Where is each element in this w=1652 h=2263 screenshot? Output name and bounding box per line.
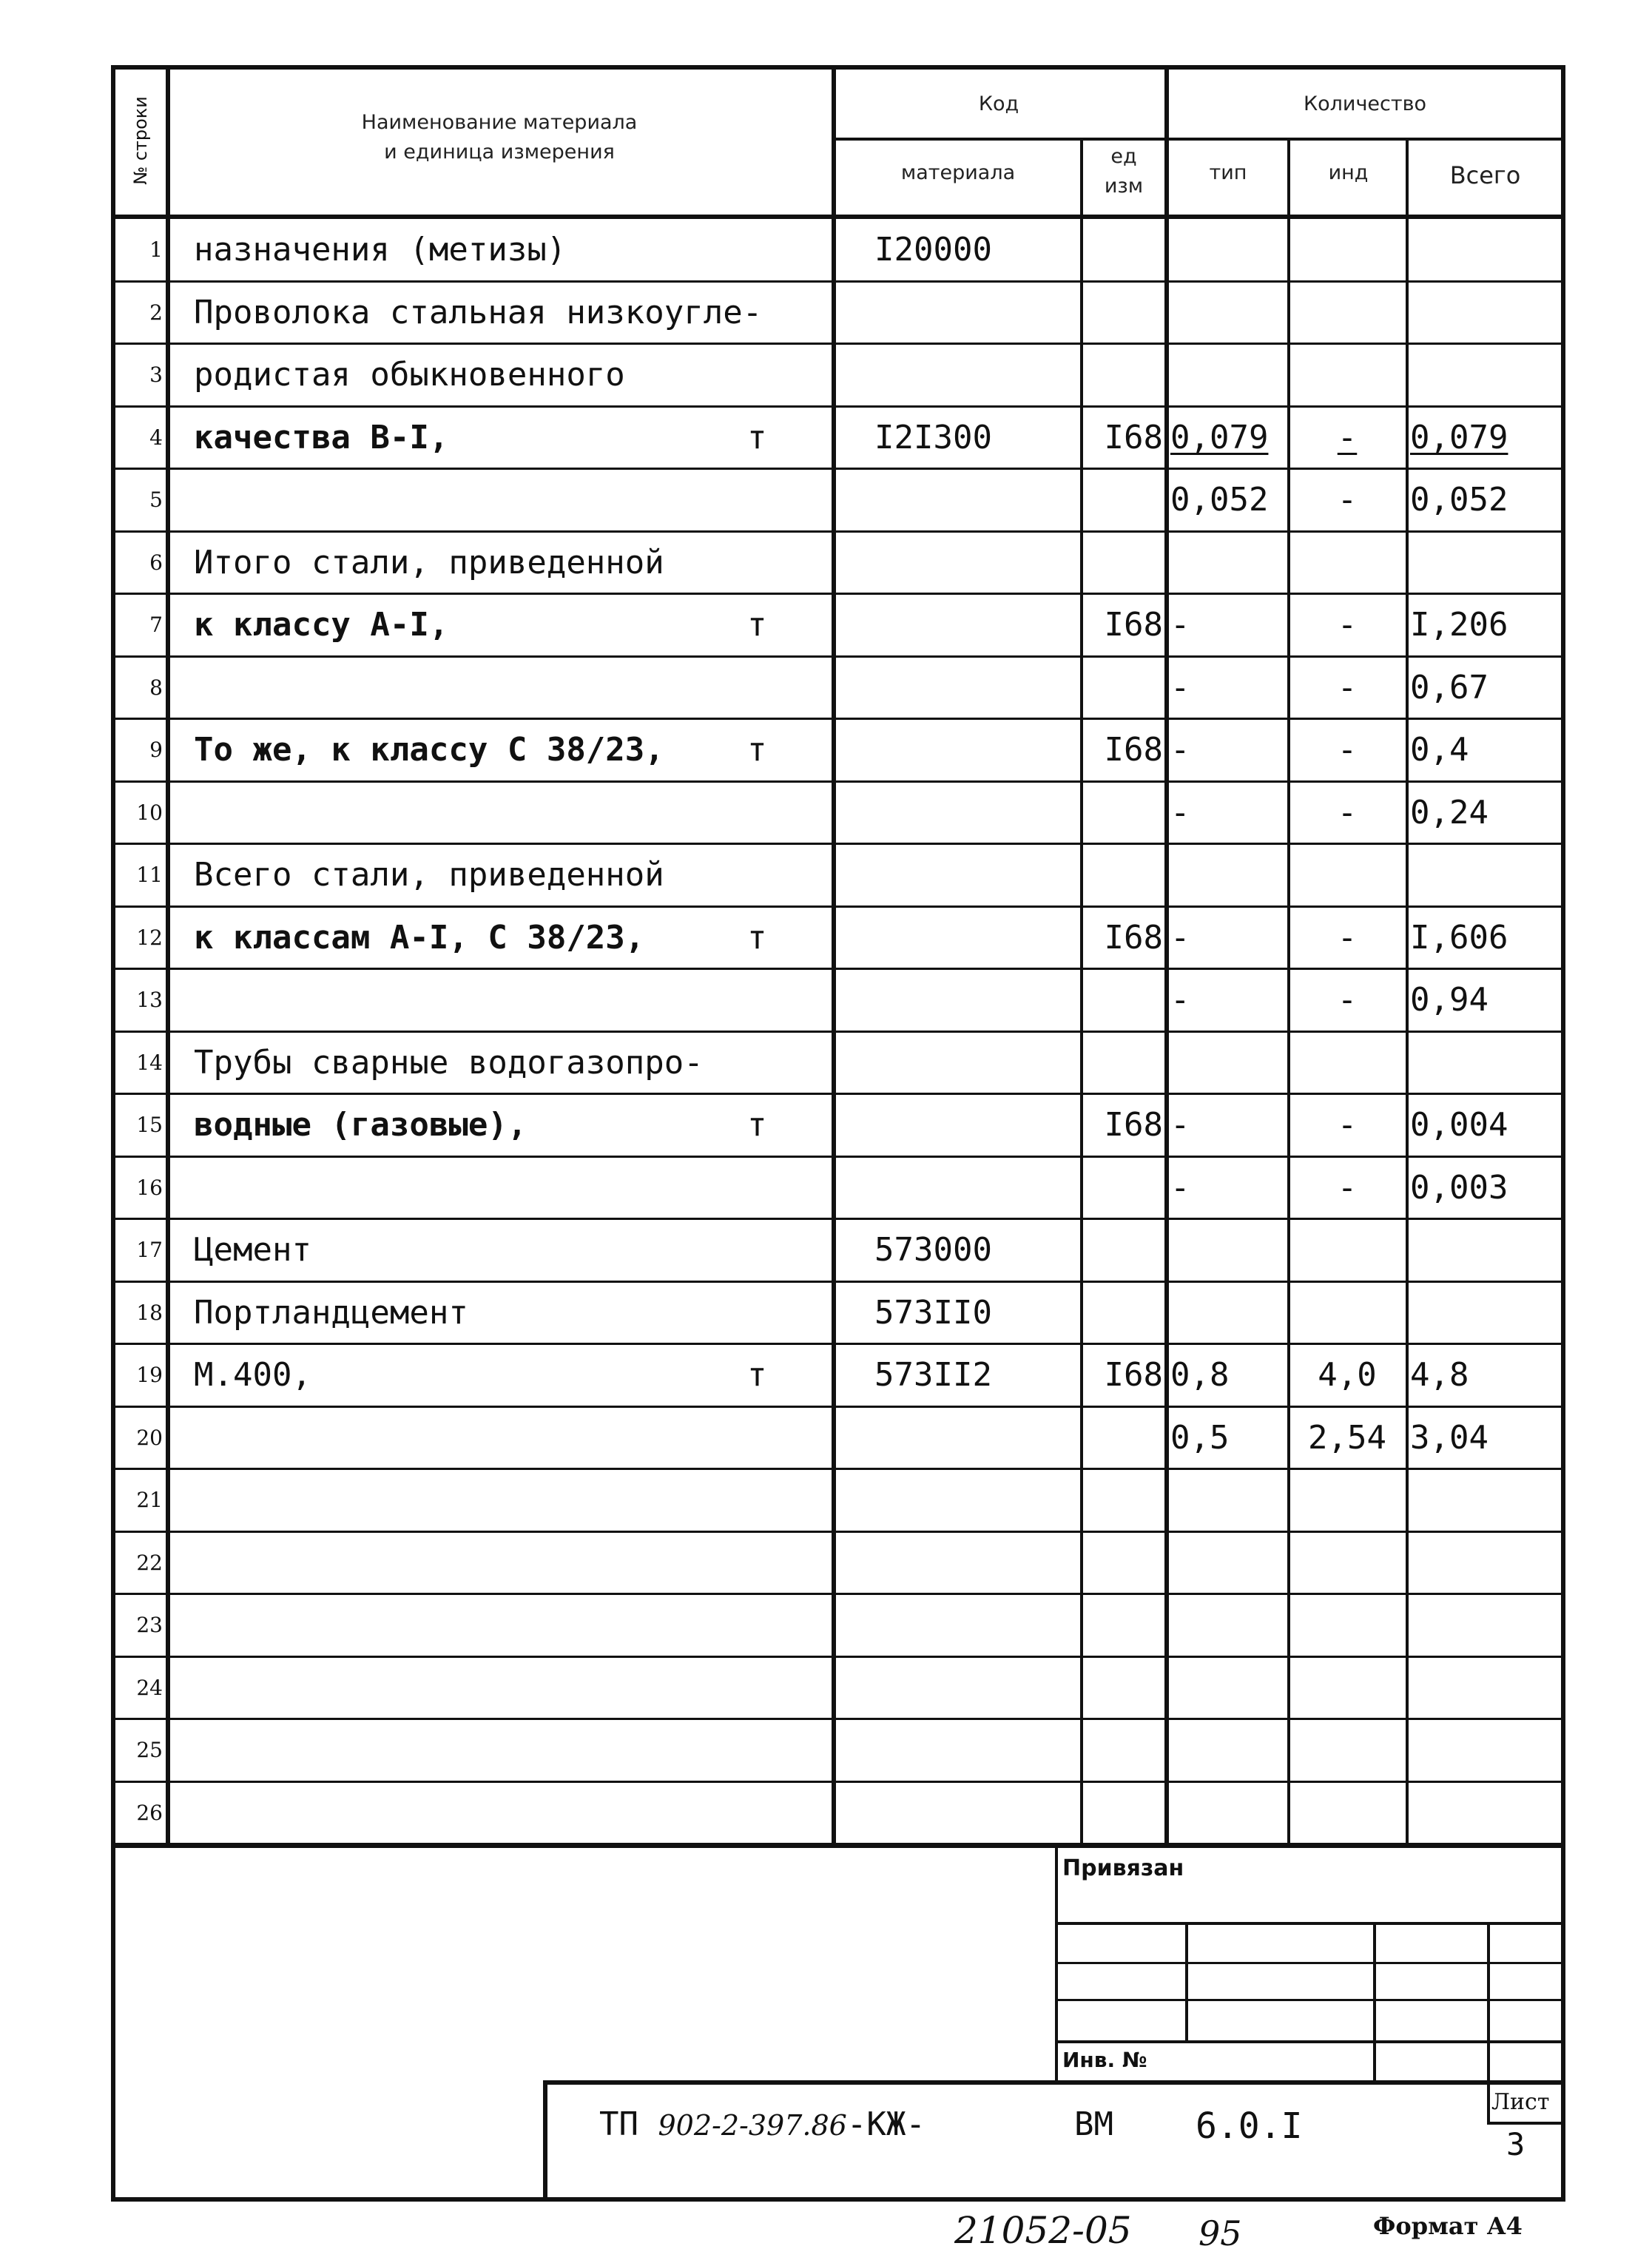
table-row [0,1157,1652,1220]
cell-unit: т [747,1106,767,1144]
cell-ind: - [1337,919,1358,957]
cell-n: 2 [149,300,163,325]
header-typ: тип [1209,161,1247,184]
cell-typ: - [1170,981,1190,1019]
cell-ed: I68 [1104,606,1163,644]
cell-ed: I68 [1104,419,1163,456]
cell-unit: т [747,731,767,769]
table-row [0,719,1652,782]
cell-ind: - [1337,794,1358,832]
tb-main-top [543,2080,1565,2085]
table-row [0,219,1652,282]
table-row [0,344,1652,407]
table-row [0,1094,1652,1157]
cell-ind: - [1337,731,1358,769]
header-unit-line2: изм [1104,175,1144,198]
cell-name: Трубы сварные водогазопро- [194,1044,704,1082]
cell-name: назначения (метизы) [194,231,567,269]
doc-number-handwritten: 902-2-397.86 [658,2109,847,2142]
cell-ind: - [1337,1169,1358,1207]
cell-name: То же, к классу С 38/23, [194,731,664,769]
cell-ind: 2,54 [1308,1419,1386,1457]
tb-left-vert [1055,1847,1058,2083]
tb-vert-b [1373,1923,1376,2083]
cell-ind: - [1337,419,1358,456]
table-row [0,469,1652,532]
table-row [0,1282,1652,1345]
cell-name: Цемент [194,1231,311,1269]
doc-prefix: ТП [599,2105,638,2143]
doc-vm: ВМ [1074,2105,1113,2143]
cell-n: 26 [136,1801,163,1825]
cell-typ: 0,052 [1170,481,1269,519]
footer-format: Формат А4 [1373,2212,1523,2240]
cell-typ: - [1170,669,1190,706]
table-row [0,657,1652,720]
cell-total: 0,24 [1410,794,1489,832]
table-row [0,844,1652,907]
cell-typ: 0,079 [1170,419,1269,456]
cell-typ: - [1170,731,1190,769]
doc-section: 6.0.I [1196,2105,1303,2147]
cell-typ: - [1170,1106,1190,1144]
cell-ind: 4,0 [1318,1356,1377,1394]
cell-ind: - [1337,1106,1358,1144]
tb-inv-label: Инв. № [1062,2048,1147,2072]
table-row [0,594,1652,657]
header-ind: инд [1328,161,1369,184]
doc-suffix: -КЖ- [846,2105,926,2143]
cell-n: 14 [136,1050,163,1075]
cell-name: родистая обыкновенного [194,356,625,394]
table-row [0,282,1652,345]
cell-ind: - [1337,606,1358,644]
cell-ed: I68 [1104,1106,1163,1144]
cell-ed: I68 [1104,919,1163,957]
table-row [0,532,1652,595]
tb-vert-c [1487,1923,1490,2125]
cell-name: к классам А-I, С 38/23, [194,919,645,957]
footer-page-number: 95 [1198,2213,1242,2253]
cell-code: 573000 [874,1231,992,1269]
cell-typ: - [1170,606,1190,644]
cell-name: к классу А-I, [194,606,449,644]
cell-unit: т [747,606,767,644]
cell-n: 7 [149,613,163,637]
cell-n: 20 [136,1426,163,1450]
cell-n: 4 [149,425,163,450]
cell-typ: 0,8 [1170,1356,1230,1394]
cell-n: 23 [136,1613,163,1637]
cell-total: 0,67 [1410,669,1489,706]
cell-name: Проволока стальная низкоугле- [194,294,763,331]
cell-n: 22 [136,1551,163,1575]
cell-n: 9 [149,738,163,762]
table-row [0,1407,1652,1470]
cell-n: 12 [136,925,163,950]
table-row [0,1657,1652,1720]
cell-total: 4,8 [1410,1356,1469,1394]
header-total: Всего [1449,161,1521,189]
cell-n: 6 [149,550,163,575]
table-row [0,1344,1652,1407]
sheet-number: 3 [1506,2126,1525,2162]
cell-n: 24 [136,1676,163,1700]
cell-total: 0,004 [1410,1106,1508,1144]
header-code: Код [978,92,1019,115]
cell-n: 19 [136,1363,163,1387]
tb-linked-label: Привязан [1062,1855,1184,1881]
cell-unit: т [747,419,767,456]
cell-n: 8 [149,675,163,700]
tb-main-left [543,2080,547,2200]
table-row [0,1469,1652,1532]
cell-name: водные (газовые), [194,1106,527,1144]
table-row [0,1719,1652,1782]
cell-typ: - [1170,919,1190,957]
cell-n: 13 [136,988,163,1012]
cell-ed: I68 [1104,731,1163,769]
cell-ed: I68 [1104,1356,1163,1394]
cell-n: 1 [149,237,163,262]
header-name-line1: Наименование материала [361,111,638,134]
cell-total: 0,079 [1410,419,1508,456]
header-quantity: Количество [1303,92,1427,115]
cell-typ: 0,5 [1170,1419,1230,1457]
header-unit-line1: ед [1110,145,1137,168]
cell-n: 25 [136,1738,163,1762]
table-row [0,969,1652,1032]
cell-code: I20000 [874,231,992,269]
cell-typ: - [1170,794,1190,832]
cell-name: Портландцемент [194,1294,468,1332]
cell-n: 17 [136,1238,163,1262]
cell-n: 5 [149,488,163,512]
header-code-material: материала [900,161,1016,184]
table-row [0,907,1652,970]
cell-ind: - [1337,669,1358,706]
cell-total: 0,4 [1410,731,1469,769]
cell-name: Итого стали, приведенной [194,544,664,581]
sheet-label: Лист [1491,2089,1550,2115]
doc-designation [599,2105,926,2143]
cell-n: 15 [136,1113,163,1137]
cell-name: Всего стали, приведенной [194,856,664,894]
tb-sheet-divider [1489,2122,1565,2125]
header-name-line2: и единица измерения [384,141,615,163]
cell-total: I,206 [1410,606,1508,644]
cell-total: 0,052 [1410,481,1508,519]
cell-ind: - [1337,981,1358,1019]
cell-n: 11 [136,863,163,887]
cell-name: качества В-I, [194,419,449,456]
table-row [0,1032,1652,1095]
header-row-number: № строки [130,96,151,185]
tb-vert-a [1185,1923,1188,2042]
cell-n: 21 [136,1488,163,1512]
cell-total: 3,04 [1410,1419,1489,1457]
table-row [0,1594,1652,1657]
table-row [0,407,1652,470]
cell-n: 16 [136,1176,163,1200]
frame-bottom [111,2197,1565,2202]
table-row [0,1782,1652,1845]
cell-code: I2I300 [874,419,992,456]
cell-typ: - [1170,1169,1190,1207]
cell-n: 3 [149,362,163,387]
table-row [0,1532,1652,1595]
cell-code: 573II0 [874,1294,992,1332]
cell-ind: - [1337,481,1358,519]
cell-code: 573II2 [874,1356,992,1394]
table-row [0,1219,1652,1282]
footer-handwritten-number: 21052-05 [954,2209,1132,2252]
cell-total: 0,94 [1410,981,1489,1019]
cell-name: М.400, [194,1356,311,1394]
cell-unit: т [747,919,767,957]
cell-total: 0,003 [1410,1169,1508,1207]
cell-unit: т [747,1356,767,1394]
table-bottom-line [111,1844,1565,1848]
cell-n: 18 [136,1301,163,1325]
table-row [0,782,1652,845]
cell-n: 10 [136,800,163,825]
cell-total: I,606 [1410,919,1508,957]
